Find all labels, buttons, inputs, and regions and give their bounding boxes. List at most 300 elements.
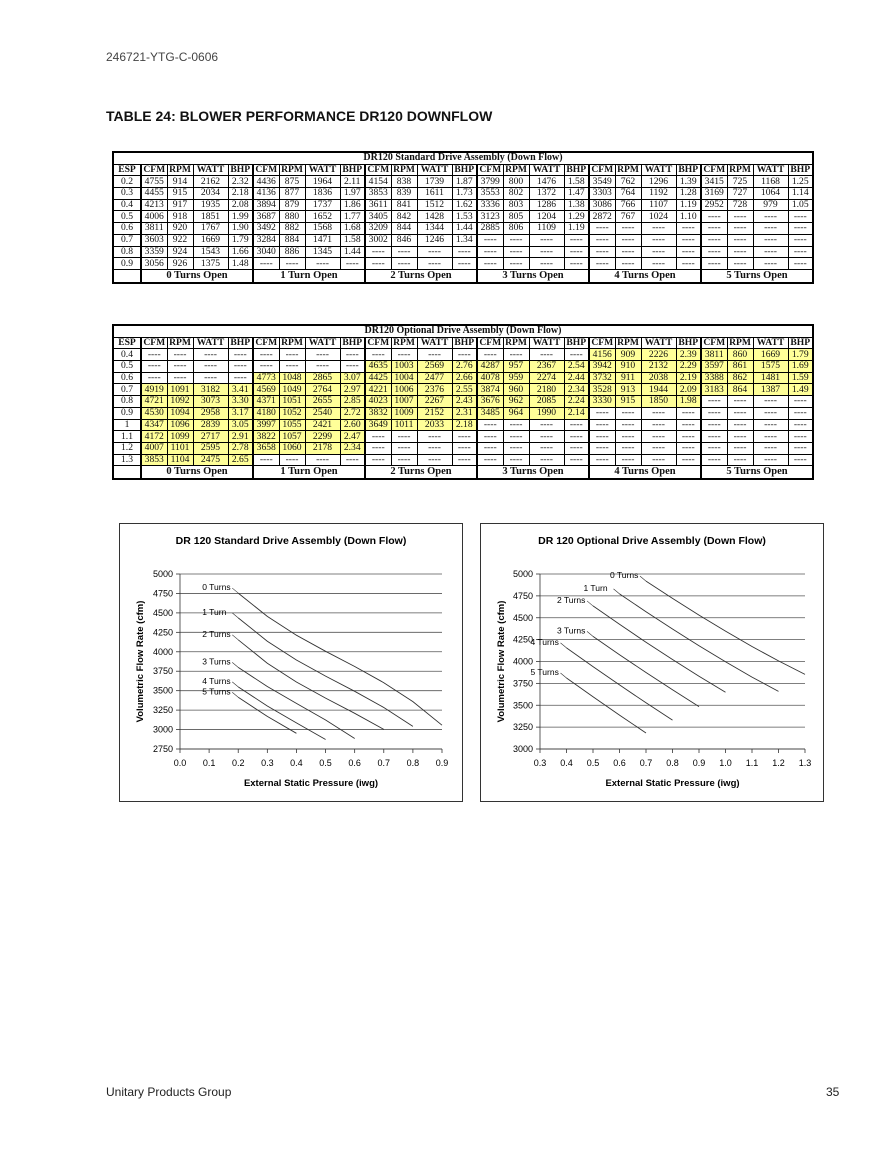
table-cell: 2.29 (676, 361, 701, 373)
x-tick-label: 0.8 (406, 758, 420, 768)
table-cell: 3002 (365, 234, 391, 246)
table-cell: 3086 (589, 199, 615, 211)
series-line (593, 636, 699, 706)
table-cell: ---- (615, 431, 641, 443)
table-cell: 2274 (529, 372, 564, 384)
table-cell: ---- (701, 396, 727, 408)
column-header: RPM (167, 164, 193, 176)
table-row (113, 419, 813, 431)
table-cell: 2.54 (564, 361, 589, 373)
table-cell: ---- (753, 234, 788, 246)
table-cell: ---- (452, 431, 477, 443)
table-cell: 913 (615, 384, 641, 396)
table-cell: 4172 (141, 431, 167, 443)
table-cell: ---- (676, 442, 701, 454)
standard-drive-table (112, 151, 814, 284)
x-tick-label: 0.3 (261, 758, 274, 768)
table-cell: ---- (228, 372, 253, 384)
column-header: RPM (615, 337, 641, 349)
table-cell: 1.48 (228, 258, 253, 270)
table-cell: ---- (477, 349, 503, 361)
table-cell: ---- (279, 258, 305, 270)
table-cell: 2595 (193, 442, 228, 454)
table-cell: ---- (701, 211, 727, 223)
table-cell: 1091 (167, 384, 193, 396)
table-cell: 964 (503, 407, 529, 419)
column-header: CFM (365, 164, 391, 176)
table-cell: ---- (365, 349, 391, 361)
table-cell: ---- (452, 246, 477, 258)
table-cell: ---- (417, 258, 452, 270)
table-cell: ---- (788, 407, 813, 419)
turns-open-label: 5 Turns Open (701, 466, 813, 480)
table-cell: 3528 (589, 384, 615, 396)
table-cell: ---- (753, 246, 788, 258)
table-cell: 962 (503, 396, 529, 408)
table-cell: ---- (589, 431, 615, 443)
table-cell: 2.19 (676, 372, 701, 384)
table-cell: 2764 (305, 384, 340, 396)
table-cell: ---- (503, 349, 529, 361)
chart-title: DR 120 Optional Drive Assembly (Down Flow) (538, 535, 766, 547)
table-cell: 4078 (477, 372, 503, 384)
series-label: 0 Turns (202, 582, 231, 593)
table-cell: 2.08 (228, 199, 253, 211)
table-cell: 2.72 (340, 407, 365, 419)
table-cell: ---- (753, 258, 788, 270)
table-cell: ---- (193, 372, 228, 384)
table-cell: ---- (503, 234, 529, 246)
column-header: BHP (564, 164, 589, 176)
table-cell: 1101 (167, 442, 193, 454)
table-cell: 4287 (477, 361, 503, 373)
table-cell: 2421 (305, 419, 340, 431)
table-cell: 2.66 (452, 372, 477, 384)
table-cell: 1048 (279, 372, 305, 384)
standard-drive-chart-svg (120, 524, 462, 801)
table-cell: 957 (503, 361, 529, 373)
table-cell: 1512 (417, 199, 452, 211)
table-cell: 1568 (305, 223, 340, 235)
column-header: CFM (701, 337, 727, 349)
table-cell: ---- (641, 234, 676, 246)
table-cell: 2376 (417, 384, 452, 396)
table-cell: 1055 (279, 419, 305, 431)
table-cell: 2.91 (228, 431, 253, 443)
table-cell: ---- (391, 246, 417, 258)
table-cell: 924 (167, 246, 193, 258)
table-cell: ---- (452, 258, 477, 270)
table-cell: ---- (641, 431, 676, 443)
table-cell: ---- (753, 407, 788, 419)
series-label: 4 Turns (202, 675, 231, 686)
optional-drive-table (112, 324, 814, 480)
table-cell: ---- (340, 258, 365, 270)
table-cell: 3549 (589, 176, 615, 188)
table-cell: 4635 (365, 361, 391, 373)
table-cell: ---- (701, 431, 727, 443)
table-row (113, 223, 813, 235)
table-cell: 4371 (253, 396, 279, 408)
table-cell: 4569 (253, 384, 279, 396)
table-cell: 3874 (477, 384, 503, 396)
table-cell: 3336 (477, 199, 503, 211)
table-cell: 3303 (589, 188, 615, 200)
table-cell: ---- (727, 454, 753, 466)
table-cell: 2038 (641, 372, 676, 384)
table-cell: 2.18 (228, 188, 253, 200)
column-header: RPM (503, 337, 529, 349)
table-cell: 838 (391, 176, 417, 188)
table-cell: 861 (727, 361, 753, 373)
table-cell: 1375 (193, 258, 228, 270)
table-cell: ---- (615, 419, 641, 431)
table-cell: 2.34 (564, 384, 589, 396)
table-cell: ---- (529, 431, 564, 443)
column-header: CFM (589, 337, 615, 349)
column-header: BHP (340, 337, 365, 349)
table-cell: ---- (503, 258, 529, 270)
x-tick-label: 0.1 (202, 758, 216, 768)
table-cell: 2477 (417, 372, 452, 384)
table-cell: 1481 (753, 372, 788, 384)
table-cell: ---- (253, 361, 279, 373)
chart-title: DR 120 Standard Drive Assembly (Down Flow) (175, 535, 407, 547)
esp-cell: 0.2 (113, 176, 141, 188)
table-cell: ---- (391, 258, 417, 270)
table-cell: ---- (529, 234, 564, 246)
table-cell: ---- (340, 454, 365, 466)
table-cell: 3169 (701, 188, 727, 200)
table-cell: ---- (477, 234, 503, 246)
column-header: WATT (305, 337, 340, 349)
table-cell: 2.09 (676, 384, 701, 396)
table-cell: 1611 (417, 188, 452, 200)
table-cell: ---- (676, 407, 701, 419)
column-header: WATT (305, 164, 340, 176)
table-cell: 2.78 (228, 442, 253, 454)
esp-cell: 1.1 (113, 431, 141, 443)
table-cell: 1006 (391, 384, 417, 396)
column-header: WATT (193, 337, 228, 349)
table-cell: ---- (503, 442, 529, 454)
table-cell: 3658 (253, 442, 279, 454)
table-title: TABLE 24: BLOWER PERFORMANCE DR120 DOWNFLOW (106, 108, 493, 124)
table-cell: 2152 (417, 407, 452, 419)
table-cell: 1.05 (788, 199, 813, 211)
y-tick-label: 3250 (152, 705, 173, 716)
column-header: CFM (141, 164, 167, 176)
series-leader (232, 613, 238, 618)
table-cell: 2.55 (452, 384, 477, 396)
column-header: CFM (253, 337, 279, 349)
table-cell: 1049 (279, 384, 305, 396)
table-cell: ---- (753, 211, 788, 223)
table-cell: ---- (503, 431, 529, 443)
table-cell: ---- (589, 419, 615, 431)
table-cell: ---- (641, 258, 676, 270)
table-cell: 1099 (167, 431, 193, 443)
table-cell: ---- (365, 454, 391, 466)
table-cell: ---- (727, 419, 753, 431)
column-header: WATT (417, 164, 452, 176)
table-cell: ---- (141, 372, 167, 384)
table-cell: ---- (727, 442, 753, 454)
table-row (113, 431, 813, 443)
table-cell: 1.99 (228, 211, 253, 223)
table-cell: ---- (701, 223, 727, 235)
y-tick-label: 3750 (512, 678, 533, 689)
table-cell: 915 (615, 396, 641, 408)
table-cell: 2.47 (340, 431, 365, 443)
table-cell: ---- (391, 454, 417, 466)
turns-open-label: 4 Turns Open (589, 466, 701, 480)
table-cell: 3894 (253, 199, 279, 211)
table-cell: 764 (615, 188, 641, 200)
table-cell: 3853 (141, 454, 167, 466)
column-header: WATT (529, 164, 564, 176)
table-cell: 1737 (305, 199, 340, 211)
standard-drive-chart (119, 523, 463, 802)
table-cell: 3359 (141, 246, 167, 258)
table-cell: 2.11 (340, 176, 365, 188)
table-cell: 3676 (477, 396, 503, 408)
x-tick-label: 1.3 (798, 758, 812, 768)
table-cell: ---- (589, 258, 615, 270)
column-header: CFM (253, 164, 279, 176)
table-cell: 4006 (141, 211, 167, 223)
table-cell: ---- (727, 211, 753, 223)
column-header: WATT (641, 337, 676, 349)
table-cell: ---- (564, 454, 589, 466)
table-cell: ---- (564, 431, 589, 443)
table-cell: ---- (417, 349, 452, 361)
table-cell: 1739 (417, 176, 452, 188)
table-cell: 3553 (477, 188, 503, 200)
table-cell: 1990 (529, 407, 564, 419)
table-cell: ---- (641, 223, 676, 235)
table-cell: 3388 (701, 372, 727, 384)
table-cell: ---- (727, 223, 753, 235)
table-cell: 3942 (589, 361, 615, 373)
table-cell: 2085 (529, 396, 564, 408)
table-cell: ---- (753, 442, 788, 454)
table-cell: 1.73 (452, 188, 477, 200)
table-cell: 877 (279, 188, 305, 200)
column-header: CFM (477, 337, 503, 349)
table-cell: 1060 (279, 442, 305, 454)
table-cell: 1.87 (452, 176, 477, 188)
table-cell: 2180 (529, 384, 564, 396)
table-cell: 805 (503, 211, 529, 223)
series-leader (232, 682, 238, 687)
table-cell: ---- (676, 454, 701, 466)
table-cell: 803 (503, 199, 529, 211)
y-tick-label: 5000 (512, 569, 533, 579)
table-cell: 1543 (193, 246, 228, 258)
table-cell: 4773 (253, 372, 279, 384)
turns-open-label: 5 Turns Open (701, 269, 813, 283)
table-cell: 4755 (141, 176, 167, 188)
table-cell: 3.07 (340, 372, 365, 384)
table-cell: 2.44 (564, 372, 589, 384)
column-header: WATT (529, 337, 564, 349)
table-cell: ---- (615, 407, 641, 419)
table-cell: 2.43 (452, 396, 477, 408)
table-cell: 1.34 (452, 234, 477, 246)
table-cell: 2034 (193, 188, 228, 200)
column-header: RPM (279, 164, 305, 176)
table-cell: ---- (477, 431, 503, 443)
table-cell: 1192 (641, 188, 676, 200)
table-cell: 979 (753, 199, 788, 211)
table-cell: 2132 (641, 361, 676, 373)
table-cell: 1204 (529, 211, 564, 223)
table-cell: ---- (788, 211, 813, 223)
table-cell: ---- (391, 349, 417, 361)
table-cell: ---- (641, 246, 676, 258)
x-axis-label: External Static Pressure (iwg) (605, 778, 740, 789)
table-cell: 1107 (641, 199, 676, 211)
y-axis-label: Volumetric Flow Rate (cfm) (135, 600, 146, 723)
table-cell: ---- (788, 419, 813, 431)
table-cell: 3811 (141, 223, 167, 235)
table-cell: ---- (753, 419, 788, 431)
table-cell: 884 (279, 234, 305, 246)
esp-cell: 1.2 (113, 442, 141, 454)
table-cell: 1.38 (564, 199, 589, 211)
table-cell: 2.65 (228, 454, 253, 466)
series-label: 2 Turns (202, 628, 231, 639)
table-cell: ---- (788, 223, 813, 235)
column-header: RPM (727, 337, 753, 349)
y-axis-label: Volumetric Flow Rate (cfm) (496, 600, 507, 723)
series-label: 2 Turns (557, 594, 586, 605)
table-cell: 1109 (529, 223, 564, 235)
x-tick-label: 1.0 (719, 758, 732, 768)
series-label: 3 Turns (202, 656, 231, 667)
series-line (567, 648, 673, 720)
table-cell: ---- (676, 258, 701, 270)
table-cell: 4023 (365, 396, 391, 408)
y-tick-label: 4750 (152, 588, 173, 599)
table-cell: 2.18 (452, 419, 477, 431)
table-cell: 4436 (253, 176, 279, 188)
table-cell: 2.31 (452, 407, 477, 419)
table-cell: 2.34 (340, 442, 365, 454)
footer-company: Unitary Products Group (106, 1085, 232, 1099)
table-cell: 1057 (279, 431, 305, 443)
table-cell: ---- (615, 234, 641, 246)
column-header: BHP (228, 337, 253, 349)
table-cell: 3799 (477, 176, 503, 188)
table-cell: 926 (167, 258, 193, 270)
table-cell: 882 (279, 223, 305, 235)
table-cell: 2569 (417, 361, 452, 373)
table-cell: 1471 (305, 234, 340, 246)
table-cell: 864 (727, 384, 753, 396)
table-cell: ---- (253, 258, 279, 270)
turns-open-label: 0 Turns Open (141, 466, 253, 480)
table-cell: ---- (727, 431, 753, 443)
table-cell: 3853 (365, 188, 391, 200)
table-cell: 3183 (701, 384, 727, 396)
table-cell: 1.62 (452, 199, 477, 211)
table-cell: ---- (167, 372, 193, 384)
table-cell: 918 (167, 211, 193, 223)
x-tick-label: 1.1 (745, 758, 759, 768)
table-cell: ---- (676, 223, 701, 235)
table-cell: ---- (589, 442, 615, 454)
table-cell: ---- (701, 442, 727, 454)
table-cell: 1.49 (788, 384, 813, 396)
table-cell: ---- (477, 454, 503, 466)
table-cell: 875 (279, 176, 305, 188)
table-cell: ---- (676, 419, 701, 431)
series-line (238, 640, 384, 730)
column-header: WATT (753, 164, 788, 176)
table-cell: 1007 (391, 396, 417, 408)
x-tick-label: 0.7 (377, 758, 391, 768)
table-cell: 4180 (253, 407, 279, 419)
table-cell: ---- (529, 246, 564, 258)
table-cell: 3597 (701, 361, 727, 373)
table-cell: ---- (615, 454, 641, 466)
esp-cell: 0.9 (113, 258, 141, 270)
column-header: CFM (365, 337, 391, 349)
table-row (113, 258, 813, 270)
table-cell: 960 (503, 384, 529, 396)
optional-drive-chart (480, 523, 824, 802)
table-cell: 911 (615, 372, 641, 384)
y-tick-label: 3000 (512, 744, 533, 754)
table-cell: 1092 (167, 396, 193, 408)
table-cell: 3330 (589, 396, 615, 408)
table-cell: 860 (727, 349, 753, 361)
table-cell: ---- (477, 246, 503, 258)
table-cell: 3732 (589, 372, 615, 384)
table-cell: ---- (305, 454, 340, 466)
esp-cell: 0.7 (113, 384, 141, 396)
table-cell: 3.41 (228, 384, 253, 396)
table-cell: ---- (452, 442, 477, 454)
esp-cell: 1.3 (113, 454, 141, 466)
table-cell: ---- (477, 419, 503, 431)
series-leader (232, 635, 238, 640)
table-cell: 4919 (141, 384, 167, 396)
series-line (238, 697, 296, 733)
table-row (113, 234, 813, 246)
series-label: 5 Turns (530, 667, 559, 678)
esp-cell: 0.8 (113, 396, 141, 408)
table-row (113, 384, 813, 396)
table-cell: 1064 (753, 188, 788, 200)
table-cell: ---- (529, 419, 564, 431)
table-cell: 1.28 (676, 188, 701, 200)
table-cell: 1850 (641, 396, 676, 408)
table-cell: ---- (788, 396, 813, 408)
table-cell: 2.60 (340, 419, 365, 431)
table-cell: 1.19 (676, 199, 701, 211)
table-cell: ---- (753, 396, 788, 408)
table-cell: 1652 (305, 211, 340, 223)
table-cell: ---- (228, 349, 253, 361)
turns-open-label: 2 Turns Open (365, 466, 477, 480)
column-header: BHP (676, 337, 701, 349)
table-cell: ---- (452, 454, 477, 466)
esp-cell: 0.5 (113, 361, 141, 373)
table-cell: 1004 (391, 372, 417, 384)
